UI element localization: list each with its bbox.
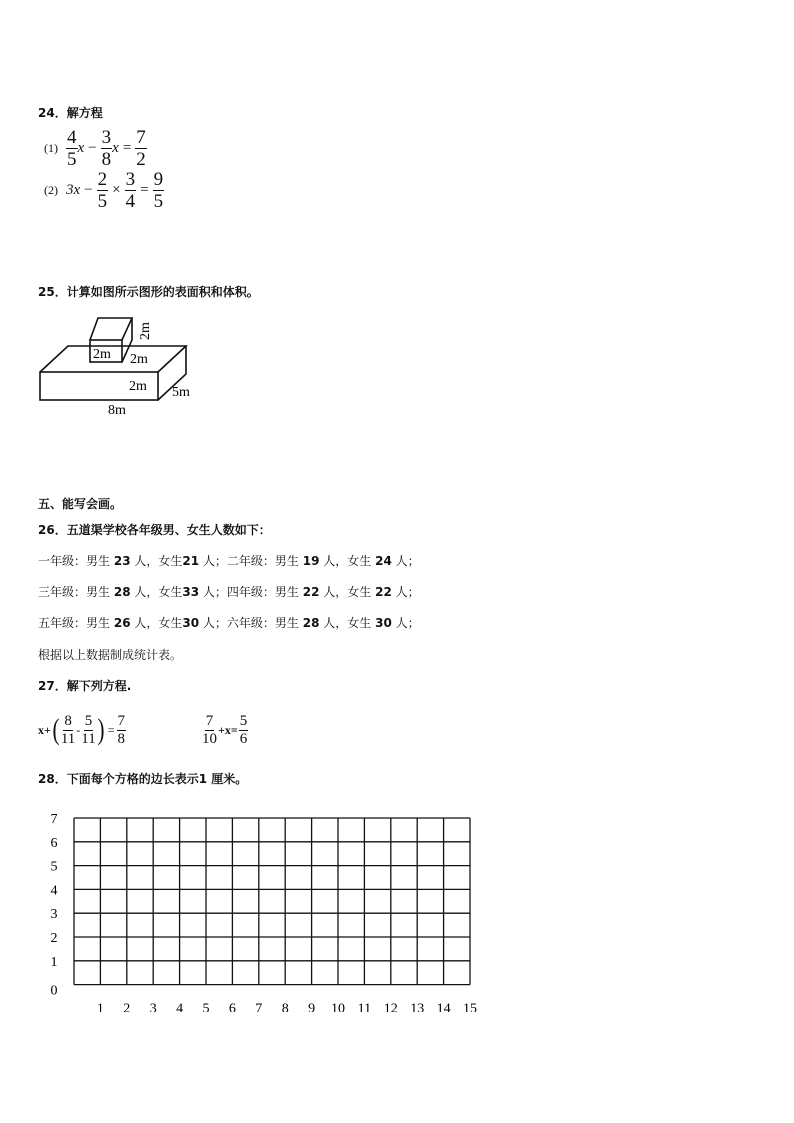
grid-x-label: 2 bbox=[123, 1001, 131, 1012]
q27-eq2-frac-r: $\frac{5}{6}$ bbox=[239, 712, 248, 747]
q26-line-1: 一年级：男生 23 人，女生21 人；二年级：男生 19 人，女生 24 人； bbox=[38, 554, 420, 568]
grid-x-label: 1 bbox=[96, 1001, 104, 1012]
grid-x-label: 15 bbox=[463, 1001, 477, 1012]
q27-eq1-frac-b: $\frac{5}{11}$ bbox=[81, 712, 96, 747]
q26-line-2: 三年级：男生 28 人，女生33 人；四年级：男生 22 人，女生 22 人； bbox=[38, 585, 420, 599]
q25-label-big-length: 8m bbox=[108, 403, 126, 418]
grid-y-label: 5 bbox=[50, 859, 58, 875]
grid-x-label: 14 bbox=[436, 1001, 451, 1012]
grid-y-label: 4 bbox=[50, 883, 58, 899]
q27-eq2-frac-a: $\frac{7}{10}$ bbox=[202, 712, 217, 747]
q28-square-grid bbox=[40, 806, 490, 1012]
q27-eq1-frac-r: $\frac{7}{8}$ bbox=[117, 712, 126, 747]
q25-label-big-top: 2m bbox=[130, 352, 148, 367]
q25-title: 25．计算如图所示图形的表面积和体积。 bbox=[38, 285, 259, 299]
grid-x-label: 7 bbox=[255, 1001, 263, 1012]
grid-x-label: 3 bbox=[149, 1001, 157, 1012]
q24-equation-2 bbox=[44, 170, 164, 210]
grid-x-label: 6 bbox=[228, 1001, 236, 1012]
q24-eq2-frac-r: $\frac{9}{5}$ bbox=[153, 168, 164, 212]
q24-eq1-minus: − bbox=[88, 139, 97, 156]
grid-y-label: 3 bbox=[50, 907, 58, 923]
q24-equation-1 bbox=[44, 128, 147, 168]
q25-label-big-front-height: 2m bbox=[129, 379, 147, 394]
grid-y-label: 1 bbox=[50, 954, 58, 970]
q27-equation-1: x+ ( $\frac{8}{11}$ - $\frac{5}{11}$ ) = $\frac{7}{8}$ bbox=[38, 712, 126, 747]
q27-eq1-lead: x+ bbox=[38, 722, 51, 737]
grid-x-label: 5 bbox=[202, 1001, 210, 1012]
q24-eq1-x1: x bbox=[77, 139, 85, 156]
q24-eq1-frac-b: $\frac{3}{8}$ bbox=[101, 126, 112, 170]
q24-eq2-times: × bbox=[112, 181, 121, 198]
q25-label-small-front: 2m bbox=[93, 347, 111, 362]
q24-eq1-frac-r: $\frac{7}{2}$ bbox=[136, 126, 146, 170]
q24-eq2-frac-b: $\frac{3}{4}$ bbox=[125, 168, 136, 212]
q25-label-big-depth: 5m bbox=[172, 385, 190, 400]
grid-y-label: 7 bbox=[50, 812, 58, 827]
grid-y-label: 2 bbox=[50, 931, 58, 946]
q27-eq1-minus: - bbox=[76, 722, 81, 737]
q24-eq1-label: (1) bbox=[44, 140, 58, 155]
grid-x-label: 4 bbox=[176, 1001, 184, 1012]
grid-x-label: 9 bbox=[308, 1001, 316, 1012]
q27-eq1-frac-a: $\frac{8}{11}$ bbox=[60, 712, 76, 747]
q26-footer: 根据以上数据制成统计表。 bbox=[38, 648, 183, 662]
q24-eq2-label: (2) bbox=[44, 182, 58, 197]
q24-eq2-minus: − bbox=[84, 181, 93, 198]
q25-label-small-side: 2m bbox=[138, 322, 153, 340]
q26-line-3: 五年级：男生 26 人，女生30 人；六年级：男生 28 人，女生 30 人； bbox=[38, 616, 420, 630]
q25-solid-figure bbox=[36, 310, 206, 420]
q27-equation-2 bbox=[202, 710, 248, 750]
q24-eq1-equals: = bbox=[122, 139, 132, 156]
section5-title: 五、能写会画。 bbox=[38, 497, 123, 511]
q24-eq2-equals: = bbox=[140, 181, 149, 198]
q24-eq1-frac-a: $\frac{4}{5}$ bbox=[67, 126, 77, 170]
q27-eq1-equals: = bbox=[107, 722, 115, 737]
q24-eq2-frac-a: $\frac{2}{5}$ bbox=[97, 168, 108, 212]
q26-title: 26．五道渠学校各年级男、女生人数如下： bbox=[38, 523, 271, 537]
q24-title: 24．解方程 bbox=[38, 106, 103, 120]
grid-x-label: 12 bbox=[383, 1001, 398, 1012]
grid-x-label: 13 bbox=[410, 1001, 425, 1012]
grid-y-label: 0 bbox=[50, 983, 58, 999]
q24-eq2-lead: 3x bbox=[66, 181, 81, 198]
q28-title: 28．下面每个方格的边长表示1 厘米。 bbox=[38, 772, 248, 786]
q27-eq2-mid: +x= bbox=[218, 722, 238, 737]
grid-y-label: 6 bbox=[50, 835, 58, 851]
q27-title: 27．解下列方程. bbox=[38, 679, 132, 693]
grid-x-label: 11 bbox=[357, 1001, 372, 1012]
grid-x-label: 10 bbox=[331, 1001, 345, 1012]
grid-x-label: 8 bbox=[281, 1001, 289, 1012]
q24-eq1-x2: x bbox=[112, 139, 119, 156]
